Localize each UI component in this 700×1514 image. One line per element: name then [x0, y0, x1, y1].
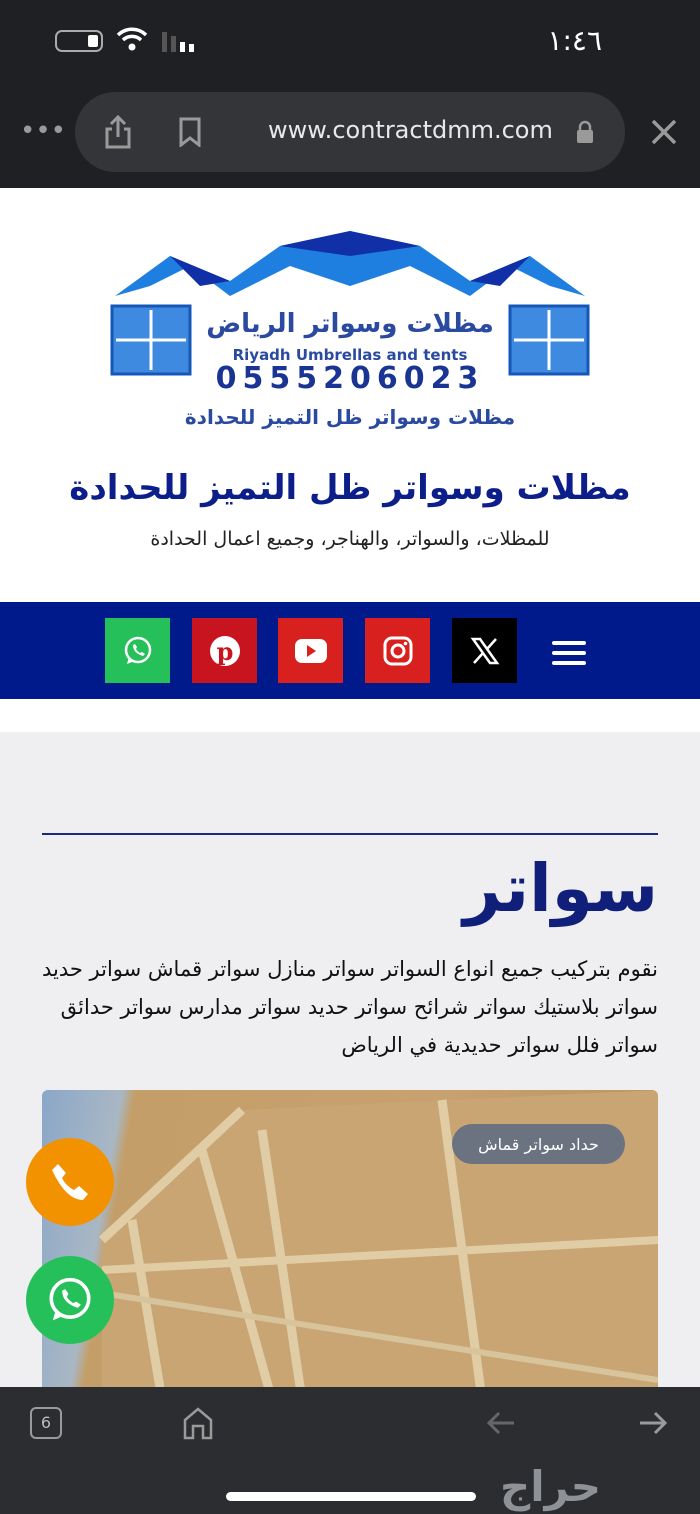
- site-logo[interactable]: [110, 226, 590, 441]
- more-icon[interactable]: •••: [20, 116, 67, 146]
- call-button[interactable]: [26, 1138, 114, 1226]
- bookmark-icon[interactable]: [178, 117, 202, 151]
- section-heading: سواتر: [463, 850, 658, 927]
- whatsapp-icon: [45, 1275, 95, 1325]
- home-icon[interactable]: [182, 1406, 214, 1444]
- back-icon[interactable]: [486, 1410, 516, 1440]
- url-text[interactable]: www.contractdmm.com: [268, 116, 553, 144]
- whatsapp-icon: [122, 635, 154, 667]
- header-spacer: [0, 699, 700, 732]
- image-tag[interactable]: حداد سواتر قماش: [452, 1124, 625, 1164]
- divider: [42, 833, 658, 835]
- instagram-icon: [382, 635, 414, 667]
- whatsapp-float-button[interactable]: [26, 1256, 114, 1344]
- menu-icon[interactable]: [552, 640, 586, 670]
- lock-icon: [576, 120, 594, 148]
- battery-icon: [55, 30, 103, 52]
- logo-arabic: مظلات وسواتر الرياض: [206, 309, 494, 339]
- forward-icon[interactable]: [638, 1410, 668, 1440]
- logo-phone: 0555206023: [215, 361, 485, 396]
- wifi-icon: [116, 26, 148, 59]
- close-icon[interactable]: [650, 118, 678, 150]
- x-button[interactable]: [452, 618, 517, 683]
- whatsapp-button[interactable]: [105, 618, 170, 683]
- youtube-button[interactable]: [278, 618, 343, 683]
- phone-icon: [48, 1160, 92, 1204]
- share-icon[interactable]: [104, 114, 132, 154]
- signal-icon: [160, 30, 198, 58]
- svg-text:p: p: [216, 636, 233, 666]
- site-subtitle: للمظلات، والسواتر، والهناجر، وجميع اعمال الحدادة: [150, 528, 550, 550]
- logo-arc-text: مظلات وسواتر ظل التميز للحدادة: [184, 405, 516, 429]
- tabs-button[interactable]: 6: [30, 1407, 62, 1439]
- pinterest-button[interactable]: [192, 618, 257, 683]
- x-icon: [470, 636, 500, 666]
- logo-english: Riyadh Umbrellas and tents: [232, 346, 468, 364]
- watermark: حراج: [500, 1462, 602, 1511]
- site-title[interactable]: مظلات وسواتر ظل التميز للحدادة: [69, 468, 631, 508]
- instagram-button[interactable]: [365, 618, 430, 683]
- pinterest-icon: [208, 634, 242, 668]
- home-indicator: [226, 1492, 476, 1501]
- section-paragraph: نقوم بتركيب جميع انواع السواتر سواتر منازل سواتر قماش سواتر حديد سواتر بلاستيك سواتر شرائح سواتر حديد سواتر مدارس سواتر حدائق سواتر فلل سواتر حديدية في الرياض: [41, 957, 658, 1057]
- status-time: ١:٤٦: [547, 24, 602, 57]
- youtube-icon: [294, 638, 328, 664]
